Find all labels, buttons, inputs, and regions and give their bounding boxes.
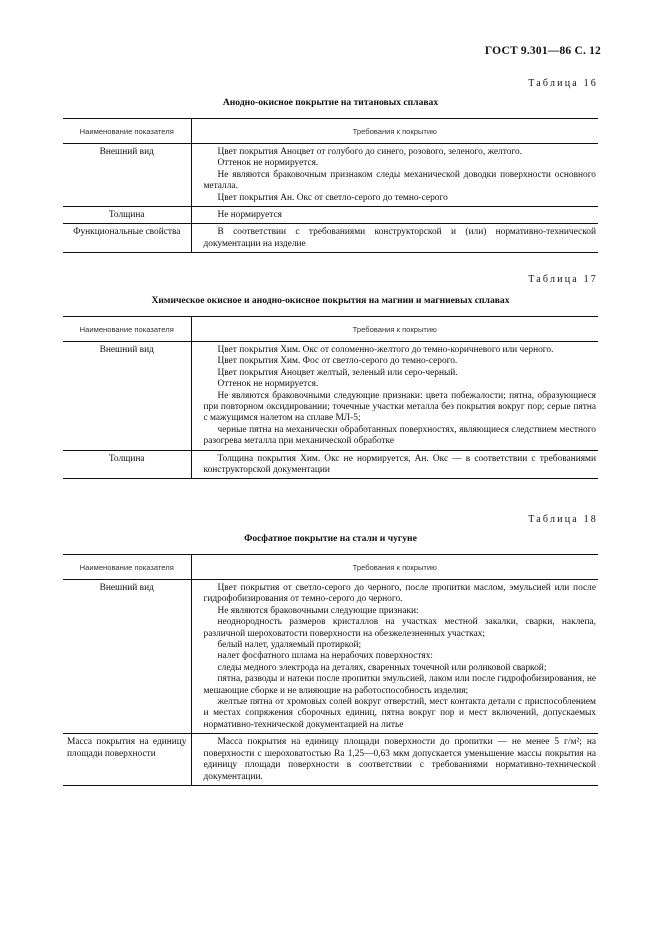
- requirement-text: Оттенок не нормируется.: [217, 379, 319, 390]
- requirement-text: следы медного электрода на деталях, сваренных точечной или роликовой сваркой;: [217, 662, 547, 673]
- requirement-text: Толщина покрытия Хим. Окс не нормируется, Ан. Окс — в соответствии с требованиями конструкторской документации: [203, 453, 596, 476]
- requirement-text: черные пятна на механически обработанных поверхностях, являющиеся следствием местного разогрева металла при механической обработке: [203, 424, 596, 447]
- requirement-text: неоднородность размеров кристаллов на участках местной закалки, сварки, наклепа, различной шероховатости поверхности на обезжелезненных участках;: [203, 617, 596, 639]
- requirement-text: Цвет покрытия Аноцвет желтый, зеленый или серо-черный.: [217, 367, 458, 378]
- requirement-text: желтые пятна от хромовых солей вокруг отверстий, мест контакта детали с приспособлением и местах сопряжения сборочных единиц, пятна вокруг пор и мест включений, допускаемых нормативно-технической документацией на литье: [203, 697, 596, 730]
- table-row: [63, 734, 598, 786]
- table-18: [63, 554, 598, 786]
- row-label: Толщина: [63, 207, 191, 224]
- table-row: [63, 580, 598, 734]
- requirement-text: белый налет, удаляемый протиркой;: [217, 640, 362, 651]
- table-header-row: [63, 119, 598, 144]
- requirement-text: Оттенок не нормируется.: [217, 158, 319, 169]
- column-header-requirements: Требования к покрытию: [191, 317, 598, 342]
- table-18-title: Фосфатное покрытие на стали и чугуне: [244, 533, 417, 544]
- column-header-name: Наименование показателя: [63, 119, 191, 144]
- table-row: [63, 207, 598, 224]
- row-requirements: [191, 450, 598, 479]
- requirement-text: Цвет покрытия Ан. Окс от светло-серого до темно-серого: [217, 192, 448, 203]
- row-requirements: [191, 144, 598, 207]
- table-17: [63, 316, 598, 479]
- row-requirements: [191, 207, 598, 224]
- table-16: [63, 118, 598, 253]
- requirement-text: налет фосфатного шлама на нерабочих поверхностях:: [217, 651, 433, 662]
- table-row: [63, 224, 598, 253]
- row-label: Масса покрытия на единицу площади поверхности: [63, 734, 191, 786]
- table-row: [63, 342, 598, 451]
- row-requirements: [191, 734, 598, 786]
- table-16-title: Анодно-окисное покрытие на титановых сплавах: [222, 97, 439, 108]
- table-row: [63, 144, 598, 207]
- requirement-text: Не являются браковочными следующие признаки:: [217, 605, 419, 616]
- row-label: Внешний вид: [63, 342, 191, 451]
- requirement-text: Цвет покрытия Хим. Окс от соломенно-желтого до темно-коричневого или черного.: [217, 345, 554, 355]
- requirement-text: Цвет покрытия от светло-серого до черного, после пропитки маслом, эмульсией или после гидрофобизирования от темно-серого до черного.: [203, 583, 596, 605]
- row-label: Внешний вид: [63, 144, 191, 207]
- column-header-name: Наименование показателя: [63, 317, 191, 342]
- requirement-text: Цвет покрытия Аноцвет от голубого до синего, розового, зеленого, желтого.: [217, 147, 523, 157]
- row-requirements: [191, 342, 598, 451]
- table-18-number: Таблица 18: [528, 514, 598, 525]
- column-header-name: Наименование показателя: [63, 555, 191, 580]
- table-header-row: [63, 317, 598, 342]
- requirement-text: Не являются браковочными следующие признаки: цвета побежалости; пятна, образующиеся при повторном оксидировании; точечные участки металла без покрытия вокруг пор; серые пятна с мажущимся налетом на сплаве МЛ-5;: [203, 390, 596, 424]
- requirement-text: Масса покрытия на единицу площади поверхности до пропитки — не менее 5 г/м²; на поверхности с шероховатостью Ra 1,25—0,63 мкм допускается уменьшение массы покрытия на единицу площади поверхности в соответствии с требованиями нормативно-технической документации.: [203, 737, 596, 782]
- table-row: [63, 450, 598, 479]
- row-label: Функциональные свойства: [63, 224, 191, 253]
- table-17-title: Химическое окисное и анодно-окисное покрытия на магнии и магниевых сплавах: [151, 295, 510, 306]
- requirement-text: В соответствии с требованиями конструкторской и (или) нормативно-технической документации на изделие: [203, 227, 596, 249]
- requirement-text: Не являются браковочным признаком следы механической доводки поверхности основного металла.: [203, 169, 596, 192]
- row-label: Толщина: [63, 450, 191, 479]
- requirement-text: пятна, разводы и натеки после пропитки эмульсией, лаком или после гидрофобизирования, не мешающие сборке и не влияющие на работоспособность изделия;: [203, 674, 596, 696]
- row-requirements: [191, 224, 598, 253]
- table-16-number: Таблица 16: [528, 78, 598, 89]
- document-header: ГОСТ 9.301—86 С. 12: [484, 45, 601, 57]
- row-requirements: [191, 580, 598, 734]
- requirement-text: Не нормируется: [217, 210, 282, 221]
- requirement-text: Цвет покрытия Хим. Фос от светло-серого до темно-серого.: [217, 356, 458, 367]
- table-header-row: [63, 555, 598, 580]
- row-label: Внешний вид: [63, 580, 191, 734]
- table-17-number: Таблица 17: [528, 274, 598, 285]
- column-header-requirements: Требования к покрытию: [191, 119, 598, 144]
- column-header-requirements: Требования к покрытию: [191, 555, 598, 580]
